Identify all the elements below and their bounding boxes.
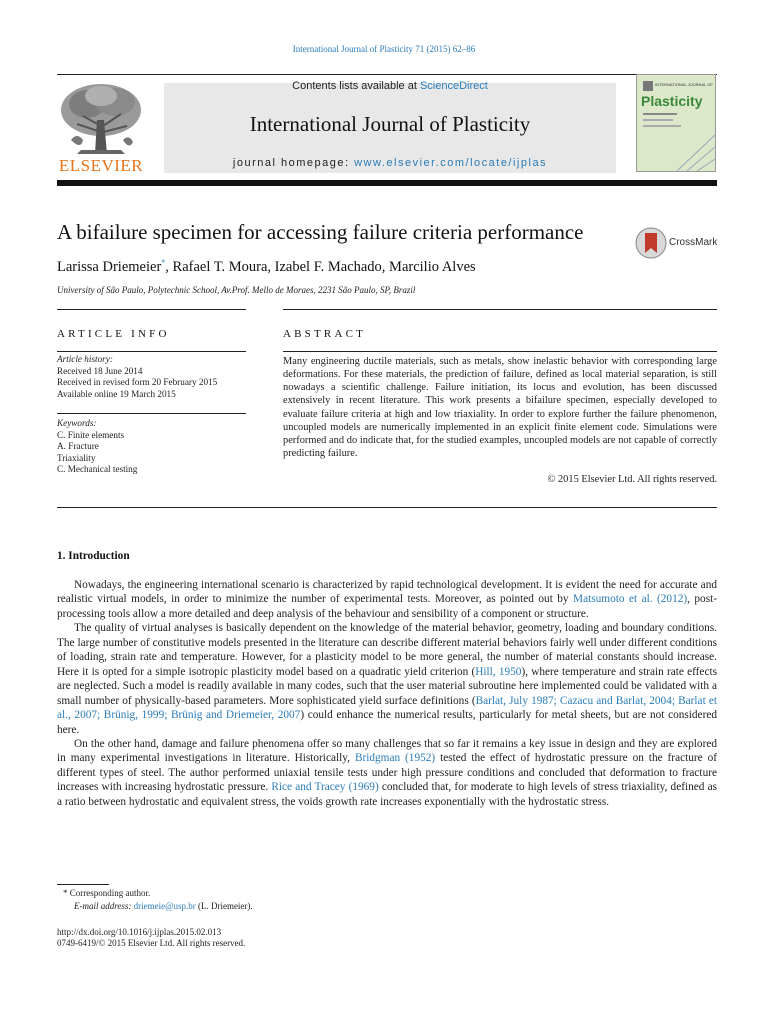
- abstract-rule: [283, 309, 717, 310]
- email-link[interactable]: driemeie@usp.br: [133, 901, 196, 911]
- text-run: , post-processing tools allow a more detailed and deep analysis of the behaviour and sensibility of a component or structure.: [57, 593, 717, 620]
- masthead-box: [164, 80, 616, 173]
- cover-line: [643, 113, 677, 115]
- citation-link[interactable]: Matsumoto et al. (2012): [573, 593, 688, 606]
- masthead-thick-rule: [57, 180, 717, 186]
- corresponding-note: * Corresponding author.: [63, 888, 151, 898]
- front-matter-rule: [57, 507, 717, 508]
- paragraph: [57, 621, 717, 737]
- cover-graphic-icon: [677, 125, 715, 171]
- text-run: tested the effect of hydrostatic pressure on the fracture of different types of steel. The author performed uniaxial tensile tests under high pressure conditions and concluded that deformation to fracture increases with increasing hydrostatic pressure.: [57, 752, 717, 794]
- article-info-rule: [57, 351, 246, 352]
- email-suffix: (L. Driemeier).: [195, 901, 253, 911]
- article-info-rule: [57, 309, 246, 310]
- cover-line: [643, 125, 681, 127]
- article-history: [57, 354, 246, 400]
- top-rule: [57, 74, 717, 75]
- keywords-label: Keywords:: [57, 418, 97, 428]
- abstract-heading: ABSTRACT: [283, 328, 367, 340]
- text-run: concluded that, for moderate to high levels of stress triaxiality, defined as a ratio between hydrostatic and equivalent stress, the voids growth rate increases exponentially with the hydrostatic stress.: [57, 781, 717, 808]
- contents-prefix: Contents lists available at: [292, 80, 420, 92]
- abstract-text: Many engineering ductile materials, such as metals, show inelastic behavior with corresponding large deformations. For these materials, the prediction of failure, defined as local material separation, is still nowadays a scientific challenge. Failure initiation, its locus and evolution, has been discussed extensively in recent literature. This work presents a bifailure specimen, especially developed to evaluate failure criteria at high and low triaxiality. In order to explore further the failure phenomenon, uncoupled models are numerically implemented in an explicit finite element code. Simulations were performed and do indicate that, for the studied examples, uncoupled models are not capable of correctly predicting failure.: [283, 356, 717, 460]
- crossmark-badge[interactable]: [634, 226, 722, 260]
- affiliation: University of São Paulo, Polytechnic School, Av.Prof. Mello de Moraes, 2231 São Paulo, SP, Brazil: [57, 285, 416, 295]
- citation-link[interactable]: Hill, 1950: [475, 665, 522, 678]
- homepage-line: [164, 157, 616, 169]
- abstract-rule: [283, 351, 717, 352]
- crossmark-label: CrossMark: [669, 237, 718, 248]
- journal-name: International Journal of Plasticity: [249, 112, 531, 136]
- author-list: [57, 258, 476, 276]
- history-label: Article history:: [57, 354, 113, 364]
- cover-title: Plasticity: [641, 93, 703, 109]
- paragraph: [57, 737, 717, 809]
- article-title: A bifailure specimen for accessing failure criteria performance: [57, 220, 584, 244]
- text-run: On the other hand, damage and failure phenomena offer so many challenges that so far it remains a key issue in design and they are explored in many experimental investigations in literature. Historically,: [57, 737, 717, 765]
- cover-header: INTERNATIONAL JOURNAL OF: [655, 82, 713, 87]
- keyword-item: C. Mechanical testing: [57, 464, 138, 475]
- article-info-heading: ARTICLE INFO: [57, 328, 170, 340]
- author-name: Larissa Driemeier: [57, 258, 162, 275]
- citation-link[interactable]: Barlat, July 1987; Cazacu and Barlat, 2004; Barlat et al., 2007; Brünig, 1999; Brünig and Driemeier, 2007: [57, 694, 717, 722]
- section-heading: 1. Introduction: [57, 550, 130, 562]
- contents-line: [164, 80, 616, 92]
- intro-body: [57, 578, 717, 809]
- issn-line: 0749-6419/© 2015 Elsevier Ltd. All rights reserved.: [57, 938, 246, 948]
- text-run: The quality of virtual analyses is basically dependent on the knowledge of the material behavior, geometry, loading and boundary conditions. The large number of constitutive models presented in the literature can describe different material behaviors fairly well under different conditions of loading, strain rate and temperature. However, for a plasticity model to be more general, the number of material constants should increase. Here it is opted for a simple isotropic plasticity model based on a quadratic yield criterion (: [57, 622, 717, 678]
- citation-link[interactable]: Rice and Tracey (1969): [271, 781, 379, 794]
- paragraph: [57, 578, 717, 621]
- publisher-name: ELSEVIER: [58, 156, 144, 175]
- journal-cover[interactable]: [636, 74, 716, 172]
- history-item: Received in revised form 20 February 2015: [57, 377, 218, 388]
- text-run: ) could enhance the numerical results, particularly for metal sheets, but are not considered here.: [57, 709, 717, 736]
- keywords: [57, 418, 246, 476]
- text-run: ), where temperature and strain rate effects are neglected. Such a model is readily available in many codes, such that the user material subroutine here implemented could be validated with a small number of physically-based parameters. More sophisticated yield surface definitions (: [57, 665, 717, 707]
- cover-logo-icon: [643, 81, 653, 91]
- email-note: [74, 901, 253, 911]
- journal-citation[interactable]: International Journal of Plasticity 71 (2015) 62–86: [292, 44, 476, 54]
- doi-link[interactable]: http://dx.doi.org/10.1016/j.ijplas.2015.02.013: [57, 927, 222, 937]
- keyword-item: Triaxiality: [57, 452, 96, 463]
- corresponding-author-mark[interactable]: *: [161, 258, 166, 267]
- history-item: Available online 19 March 2015: [57, 388, 176, 399]
- keyword-item: A. Fracture: [57, 441, 99, 452]
- article-info-divider: [57, 413, 246, 414]
- keyword-item: C. Finite elements: [57, 429, 125, 440]
- text-run: Nowadays, the engineering international scenario is characterized by rapid technological development. It is evident the need for accurate and realistic virtual models, in order to minimize the number of experimental tests. Moreover, as pointed out by: [57, 579, 717, 606]
- crossmark-icon: [634, 226, 668, 260]
- homepage-link[interactable]: www.elsevier.com/locate/ijplas: [354, 157, 548, 169]
- sciencedirect-link[interactable]: ScienceDirect: [419, 80, 488, 92]
- homepage-prefix: journal homepage:: [232, 157, 355, 169]
- footnote-rule: [57, 884, 109, 885]
- abstract-copyright: © 2015 Elsevier Ltd. All rights reserved.: [547, 474, 717, 485]
- citation-link[interactable]: Bridgman (1952): [354, 752, 436, 765]
- author-names-rest: , Rafael T. Moura, Izabel F. Machado, Marcilio Alves: [165, 258, 476, 275]
- elsevier-logo: [57, 80, 145, 174]
- history-item: Received 18 June 2014: [57, 365, 143, 376]
- email-label: E-mail address:: [74, 901, 134, 911]
- cover-line: [643, 119, 673, 121]
